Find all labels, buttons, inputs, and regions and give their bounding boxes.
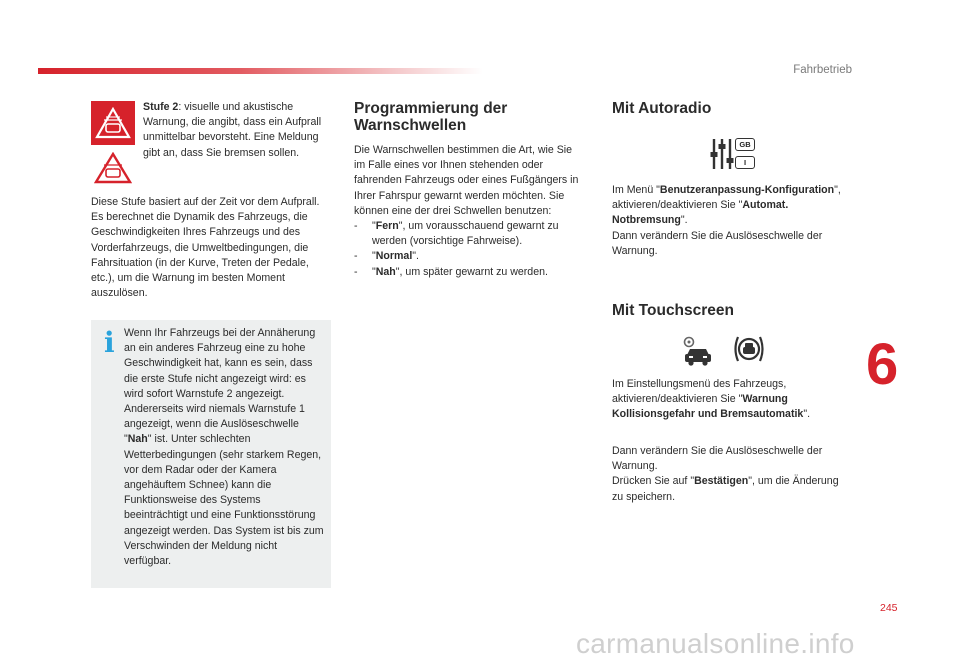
info-text: Wenn Ihr Fahrzeugs bei der Annäherung an ein anderes Fahrzeug eine zu hohe Geschwindigkeit hat, kann es sein, dass die erste Stufe nicht angezeigt wird: es wird sofort Warnstufe 2 angezeigt. Andererseits wird niemals Warnstufe 1 angezeigt, wenn die Auslöseschwelle "Nah" ist. Unter schlechten Wetterbedingungen (sehr starkem Regen, vor dem Radar oder der Kamera angehäuftem Schnee) kann die Funktionsweise des Systems beeinträchtigt und eine Funktionsstörung angezeigt werden. Das System ist bis zum Verschwinden der Meldung nicht verfügbar. [124, 327, 324, 568]
gb-badge: GB [735, 138, 755, 151]
diese-stufe-paragraph: Diese Stufe basiert auf der Zeit vor dem Aufprall. Es berechnet die Dynamik des Fahrzeugs, die Geschwindigkeiten Ihres Fahrzeugs und des Vorderfahrzeugs, die Umweltbedingungen, die Fahrsituation (in der Kurve, Treten der Pedale, etc.), um die Warnung im besten Moment auszulösen. [91, 196, 320, 300]
programmierung-title: Programmierung der Warnschwellen [354, 100, 508, 134]
stufe2-text: : visuelle und akustische Warnung, die angibt, dass ein Aufprall unmittelbar bevorsteht. Eine Meldung gibt an, dass Sie bremsen sollen. [143, 101, 322, 159]
touchscreen-paragraph-2: Dann verändern Sie die Auslöseschwelle der Warnung. Drücken Sie auf "Bestätigen", um die Änderung zu speichern. [612, 445, 839, 503]
chapter-number: 6 [866, 332, 899, 397]
header-red-bar [38, 68, 483, 74]
list-item: - "Normal". [354, 250, 419, 263]
autoradio-title: Mit Autoradio [612, 100, 712, 117]
threshold-list [354, 219, 579, 280]
watermark: carmanualsonline.info [576, 628, 855, 659]
programmierung-section [354, 100, 579, 280]
collision-warning-outline-icon [91, 151, 135, 185]
list-item: - "Nah", um später gewarnt zu werden. [354, 265, 548, 278]
stufe2-paragraph [143, 100, 331, 161]
section-title: Fahrbetrieb [793, 64, 852, 76]
page-number: 245 [880, 602, 898, 614]
info-box [91, 320, 331, 588]
autoradio-paragraph: Im Menü "Benutzeranpassung-Konfiguration", aktivieren/deaktivieren Sie "Automat. Notbremsung". Dann verändern Sie die Auslöseschwelle der Warnung. [612, 184, 841, 257]
radio-settings-icon [710, 136, 756, 172]
stufe2-label: Stufe 2 [143, 101, 179, 113]
programmierung-intro: Die Warnschwellen bestimmen die Art, wie Sie im Falle eines vor Ihnen stehenden oder fahrenden Fahrzeugs oder eines Fußgängers in Ihrer Fahrspur gewarnt werden möchten. Sie können eine der drei Schwellen benutzen: [354, 144, 579, 217]
warning-icons [91, 101, 137, 185]
touchscreen-title: Mit Touchscreen [612, 302, 735, 319]
list-item: - "Fern", um vorausschauend gewarnt zu werden (vorsichtige Fahrweise). [354, 220, 559, 248]
info-icon: i [104, 326, 115, 359]
i-badge: I [735, 156, 755, 169]
collision-warning-filled-icon [91, 101, 135, 145]
collision-alert-icon [732, 334, 766, 364]
vehicle-settings-icon [681, 335, 715, 367]
touchscreen-paragraph: Im Einstellungsmenü des Fahrzeugs, aktivieren/deaktivieren Sie "Warnung Kollisionsgefahr und Bremsautomatik". [612, 378, 811, 421]
